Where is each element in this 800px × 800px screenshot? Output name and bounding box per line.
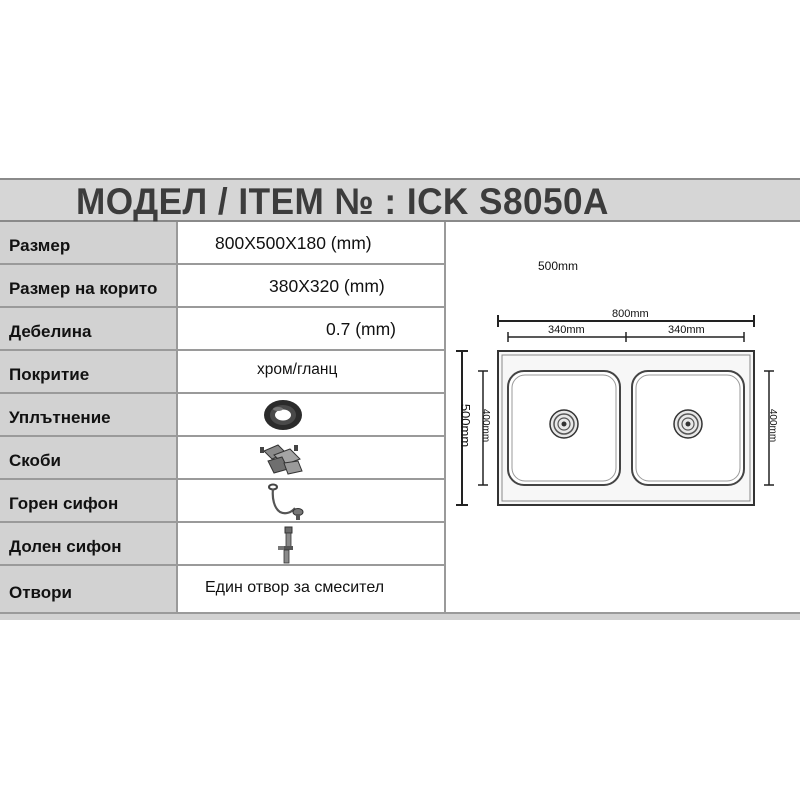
spec-label-cell bbox=[0, 394, 178, 435]
bowl-left-height-label: 400mm bbox=[480, 408, 492, 443]
spec-label: Уплътнение bbox=[9, 408, 111, 427]
spec-value-cell bbox=[178, 351, 444, 392]
spec-value-cell bbox=[178, 566, 444, 612]
spec-row-thickness bbox=[0, 308, 444, 351]
spec-value: Един отвор за смесител bbox=[205, 579, 385, 596]
spec-row-upper-siphon bbox=[0, 480, 444, 523]
spec-value-cell bbox=[178, 308, 444, 349]
spec-label: Долен сифон bbox=[9, 537, 122, 556]
upper-drain-siphon-icon bbox=[264, 482, 304, 521]
spec-row-lower-siphon bbox=[0, 523, 444, 566]
bowl-right-height-label: 400mm bbox=[767, 408, 779, 443]
spec-value-cell bbox=[178, 480, 444, 521]
spec-row-bowl-size bbox=[0, 265, 444, 308]
spec-label-cell bbox=[0, 566, 178, 612]
spec-value: хром/гланц bbox=[257, 361, 338, 378]
spec-value-cell bbox=[178, 523, 444, 564]
spec-label-cell bbox=[0, 523, 178, 564]
page-title: МОДЕЛ / ITEM № : ICK S8050A bbox=[76, 181, 609, 222]
gasket-ring-icon bbox=[261, 397, 305, 433]
spec-label-cell bbox=[0, 351, 178, 392]
spec-label-cell bbox=[0, 480, 178, 521]
spec-label: Размер bbox=[9, 236, 71, 255]
spec-value: 800X500X180 (mm) bbox=[215, 233, 372, 253]
spec-value-cell bbox=[178, 394, 444, 435]
sink-technical-drawing bbox=[446, 222, 800, 612]
spec-label: Отвори bbox=[9, 583, 72, 602]
bowl-left-width-label: 340mm bbox=[548, 324, 585, 336]
spec-value-cell bbox=[178, 222, 444, 263]
spec-label: Горен сифон bbox=[9, 494, 119, 513]
spec-value-cell bbox=[178, 265, 444, 306]
spec-value: 0.7 (mm) bbox=[326, 319, 396, 339]
mounting-clips-icon bbox=[256, 441, 306, 475]
spec-row-clips bbox=[0, 437, 444, 480]
spec-row-gasket bbox=[0, 394, 444, 437]
bottom-rule bbox=[0, 612, 800, 620]
spec-label-cell bbox=[0, 222, 178, 263]
lower-drain-siphon-icon bbox=[272, 526, 302, 564]
spec-label: Размер на корито bbox=[9, 279, 158, 298]
spec-label: Покритие bbox=[9, 365, 90, 384]
spec-row-size bbox=[0, 222, 444, 265]
spec-label-cell bbox=[0, 308, 178, 349]
title-bar bbox=[0, 178, 800, 222]
depth-label: 500mm bbox=[538, 259, 579, 273]
spec-table bbox=[0, 222, 444, 612]
bowl-right-width-label: 340mm bbox=[668, 324, 705, 336]
spec-row-holes bbox=[0, 566, 444, 612]
spec-label-cell bbox=[0, 265, 178, 306]
spec-value-cell bbox=[178, 437, 444, 478]
spec-label: Скоби bbox=[9, 451, 61, 470]
spec-label: Дебелина bbox=[9, 322, 92, 341]
spec-sheet bbox=[0, 178, 800, 622]
sink-diagram-panel bbox=[444, 222, 800, 612]
total-width-label: 800mm bbox=[612, 308, 649, 320]
spec-value: 380X320 (mm) bbox=[269, 276, 385, 296]
outer-height-label: 500mm bbox=[458, 403, 474, 448]
spec-row-finish bbox=[0, 351, 444, 394]
spec-label-cell bbox=[0, 437, 178, 478]
